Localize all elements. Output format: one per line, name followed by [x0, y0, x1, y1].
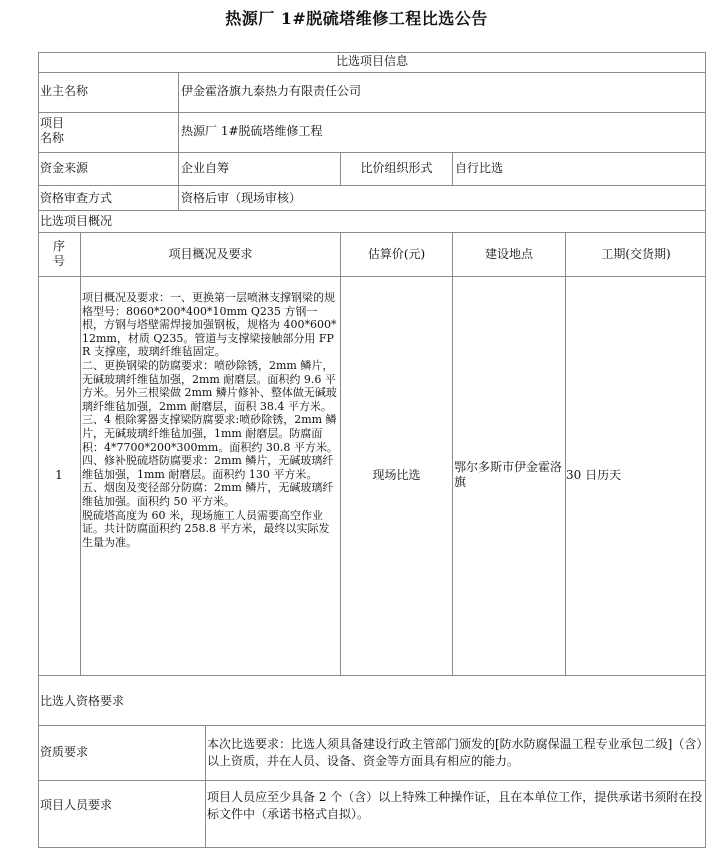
row-seq: 1 — [55, 468, 63, 482]
staff-label: 项目人员要求 — [40, 798, 113, 812]
project-label: 项目 名称 — [40, 116, 65, 145]
review-value: 资格后审（现场审核） — [181, 191, 302, 205]
row-divider — [38, 152, 706, 153]
header-location: 建设地点 — [484, 247, 533, 261]
row-divider — [38, 112, 706, 113]
row-description: 项目概况及要求：一、更换第一层喷淋支撑钢梁的规格型号：8060*200*400*10mm Q235 方钢一根，方钢与塔壁需焊接加强钢板，规格为 400*600*12mm，材质 Q235。管道与支撑梁接触部分用 FPR 支撑座，玻璃纤维毡固定。 二、更换钢梁的防腐要求：喷砂除锈，2mm 鳞片，无碱玻璃纤维毡加强，2mm 耐磨层。面积约 9.6 平方米。另外三根梁做 2mm 鳞片修补、整体做无碱玻璃纤维毡加强，2mm 耐磨层，面积 38.4 平方米。 三、4 根除雾器支撑梁防腐要求:喷砂除锈，2mm 鳞片，无碱玻璃纤维毡加强，1mm 耐磨层。防腐面积：4*7700*200*300mm。面积约 30.8 平方米。 四、修补脱硫塔防腐要求：2mm 鳞片，无碱玻璃纤维毡加强，1mm 耐磨层。面积约 130 平方米。 五、烟囱及变径部分防腐：2mm 鳞片，无碱玻璃纤维毡加强。面积约 50 平方米。 脱硫塔高度为 60 米，现场施工人员需要高空作业证。共计防腐面积约 258.8 平方米，最终以实际发生量为准。 — [82, 291, 338, 549]
header-desc: 项目概况及要求 — [168, 247, 253, 261]
col-divider — [452, 152, 453, 185]
row-location: 鄂尔多斯市伊金霍洛旗 — [454, 460, 563, 489]
staff-value: 项目人员应至少具备 2 个（含）以上特殊工种操作证，且在本单位工作，提供承诺书须附在投标文件中（承诺书格式自拟）。 — [207, 790, 703, 821]
bid-form-value: 自行比选 — [455, 161, 504, 175]
aptitude-value: 本次比选要求：比选人须具备建设行政主管部门颁发的[防水防腐保温工程专业承包二级]（含）以上资质，并在人员、设备、资金等方面具有相应的能力。 — [207, 737, 703, 768]
row-divider — [38, 780, 706, 781]
row-divider — [38, 675, 706, 676]
col-divider — [178, 72, 179, 210]
header-price: 估算价(元) — [367, 247, 426, 261]
row-divider — [38, 276, 706, 277]
header-seq: 序 号 — [52, 239, 65, 268]
row-price: 现场比选 — [372, 468, 421, 482]
aptitude-label: 资质要求 — [40, 745, 89, 759]
owner-value: 伊金霍洛旗九泰热力有限责任公司 — [181, 84, 362, 98]
owner-label: 业主名称 — [40, 84, 89, 98]
col-divider — [452, 232, 453, 675]
project-value: 热源厂 1#脱硫塔维修工程 — [181, 124, 323, 138]
review-label: 资格审查方式 — [40, 191, 113, 205]
row-divider — [38, 210, 706, 211]
page-title: 热源厂 1#脱硫塔维修工程比选公告 — [225, 9, 488, 28]
bid-form-label: 比价组织形式 — [360, 161, 433, 175]
col-divider — [565, 232, 566, 675]
fund-value: 企业自筹 — [181, 161, 230, 175]
fund-label: 资金来源 — [40, 161, 89, 175]
row-period: 30 日历天 — [566, 468, 622, 482]
row-divider — [38, 185, 706, 186]
col-divider — [340, 232, 341, 675]
qual-section-label: 比选人资格要求 — [40, 694, 125, 708]
col-divider — [205, 725, 206, 848]
header-period: 工期(交货期) — [601, 247, 671, 261]
section-header-info: 比选项目信息 — [335, 54, 408, 68]
col-divider — [80, 232, 81, 675]
row-divider — [38, 232, 706, 233]
row-divider — [38, 72, 706, 73]
row-divider — [38, 725, 706, 726]
overview-label: 比选项目概况 — [40, 214, 113, 228]
